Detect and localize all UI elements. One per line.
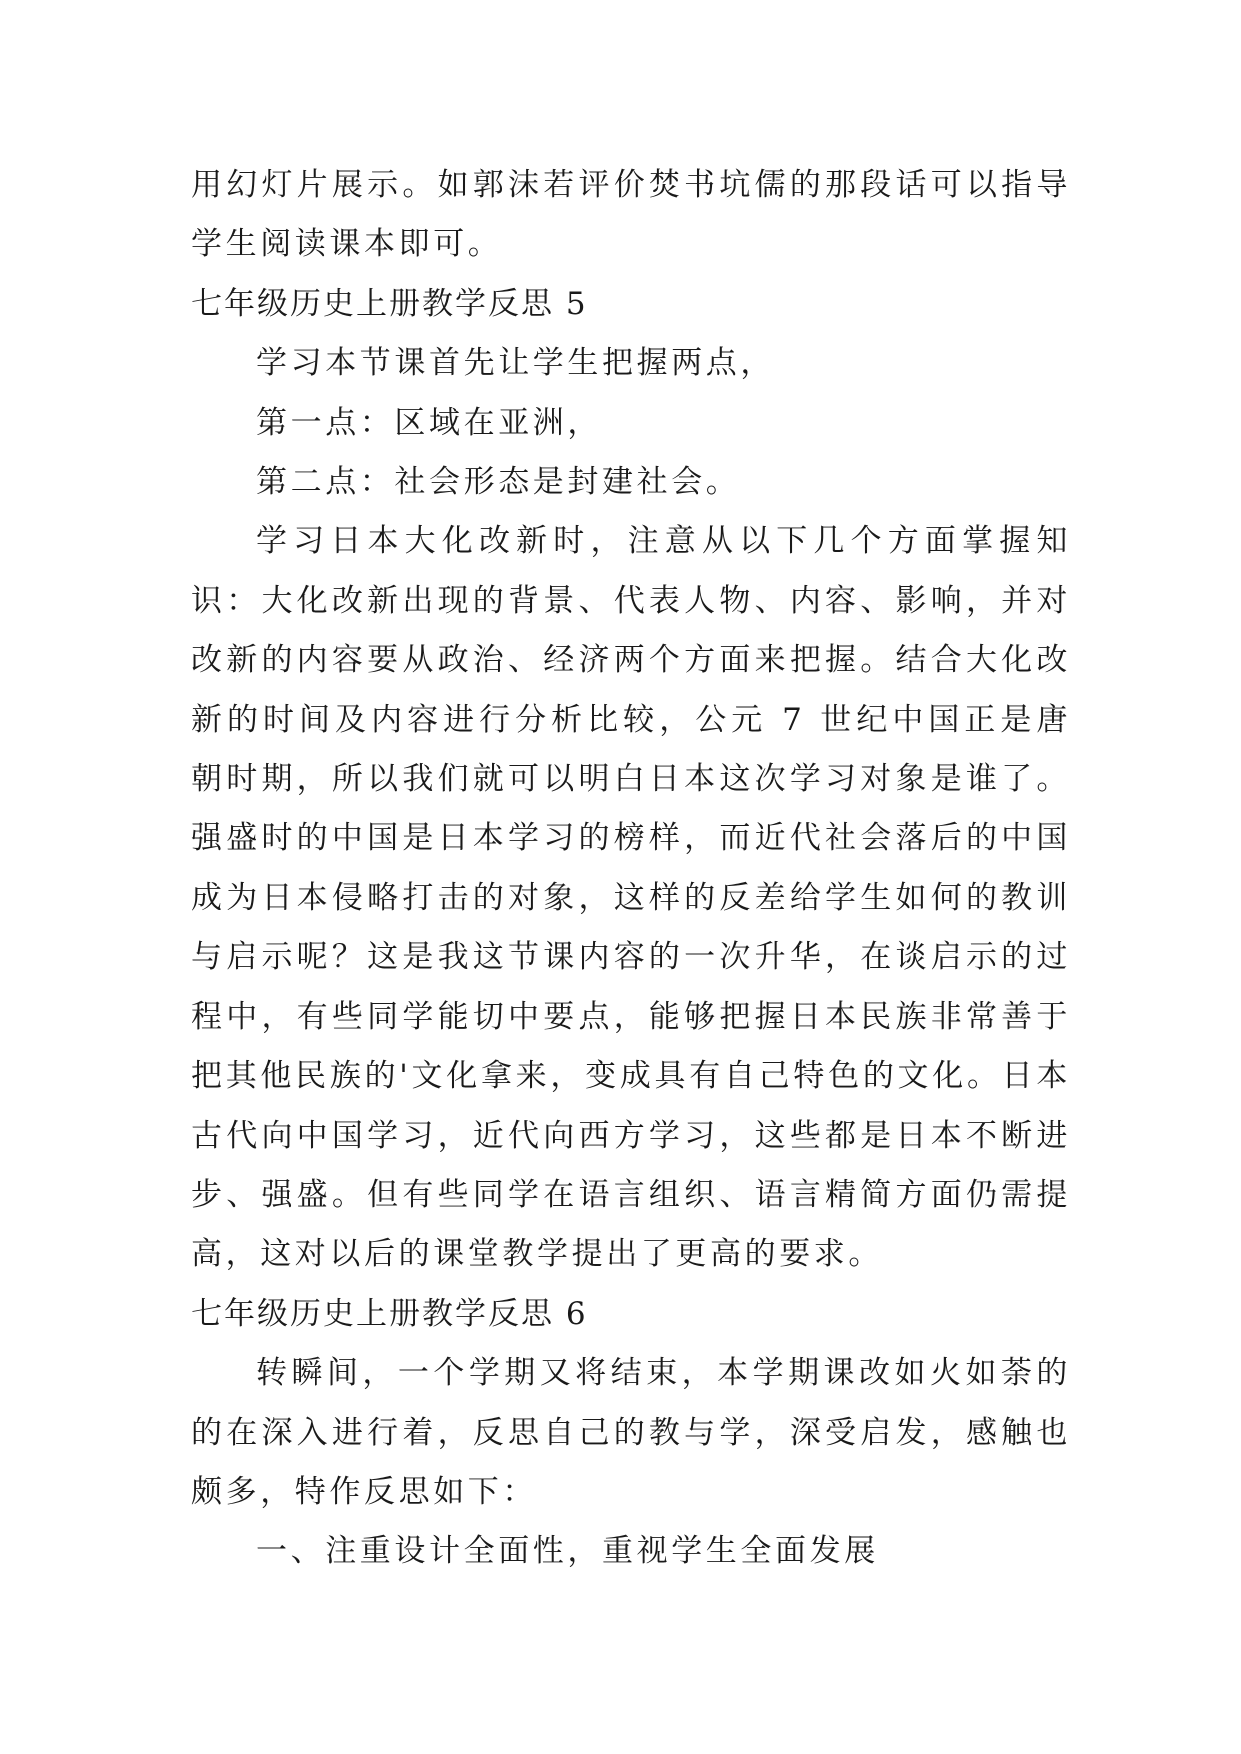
paragraph: 一、注重设计全面性，重视学生全面发展: [256, 1533, 879, 1570]
paragraph: 第一点：区域在亚洲，: [256, 404, 602, 441]
section-heading-5: 七年级历史上册教学反思 5: [191, 285, 588, 322]
paragraph: 转瞬间，一个学期又将结束，本学期课改如火如荼的的在深入进行着，反思自己的教与学，深受启发，感触也颇多，特作反思如下：: [191, 1355, 1071, 1510]
paragraph-continuation: 用幻灯片展示。如郭沫若评价焚书坑儒的那段话可以指导学生阅读课本即可。: [191, 167, 1071, 263]
paragraph: 第二点：社会形态是封建社会。: [256, 464, 741, 501]
paragraph: 学习日本大化改新时，注意从以下几个方面掌握知识：大化改新出现的背景、代表人物、内容、影响，并对改新的内容要从政治、经济两个方面来把握。结合大化改新的时间及内容进行分析比较，公元 7 世纪中国正是唐朝时期，所以我们就可以明白日本这次学习对象是谁了。强盛时的中国是日本学习的榜样，而近代社会落后的中国成为日本侵略打击的对象，这样的反差给学生如何的教训与启示呢？这是我这节课内容的一次升华，在谈启示的过程中，有些同学能切中要点，能够把握日本民族非常善于把其他民族的'文化拿来，变成具有自己特色的文化。日本古代向中国学习，近代向西方学习，这些都是日本不断进步、强盛。但有些同学在语言组织、语言精简方面仍需提高，这对以后的课堂教学提出了更高的要求。: [191, 523, 1071, 1273]
document-page: [191, 156, 1071, 1582]
section-heading-6: 七年级历史上册教学反思 6: [191, 1295, 588, 1332]
paragraph: 学习本节课首先让学生把握两点，: [256, 345, 775, 382]
